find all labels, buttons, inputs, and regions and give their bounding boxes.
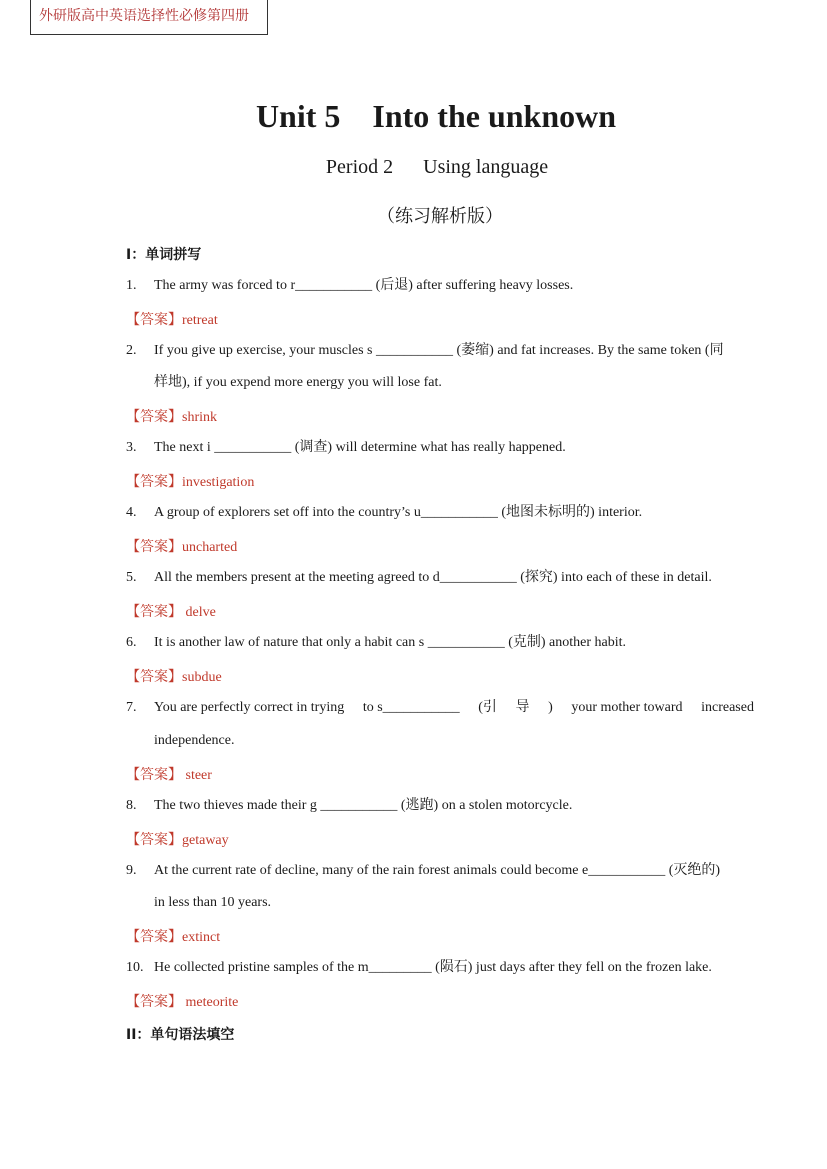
answer-6 <box>126 666 222 686</box>
answer-value: getaway <box>182 833 229 848</box>
question-number: 10. <box>126 960 144 975</box>
answer-label: 【答案】 <box>126 994 182 1010</box>
answer-7 <box>126 764 212 784</box>
answer-label: 【答案】 <box>126 312 182 328</box>
question-text: At the current rate of decline, many of the rain forest animals could become e___________ (灭绝的) <box>154 863 721 878</box>
question-2-continuation: 样地), if you expend more energy you will lose fat. <box>154 375 442 390</box>
answer-8 <box>126 829 229 849</box>
section-heading-spelling: I：单词拼写 <box>126 247 202 263</box>
question-text-part: You are perfectly correct in trying <box>154 700 345 715</box>
question-text: If you give up exercise, your muscles s ___________ (萎缩) and fat increases. By the same token (同 <box>154 343 724 358</box>
question-text: The next i ___________ (调查) will determine what has really happened. <box>154 440 566 455</box>
question-number: 1. <box>126 278 137 293</box>
question-text: The two thieves made their g ___________ (逃跑) on a stolen motorcycle. <box>154 798 573 813</box>
answer-value: subdue <box>182 670 222 685</box>
answer-label: 【答案】 <box>126 669 182 685</box>
answer-2 <box>126 406 217 426</box>
answer-value: meteorite <box>182 995 239 1010</box>
question-text-part: increased <box>701 700 754 715</box>
question-number: 2. <box>126 343 137 358</box>
answer-3 <box>126 471 254 491</box>
answer-1 <box>126 309 218 329</box>
question-text: He collected pristine samples of the m_________ (陨石) just days after they fell on the frozen lake. <box>154 960 712 975</box>
page-title: Unit 5 Into the unknown <box>255 98 617 134</box>
question-text <box>154 698 754 718</box>
question-number: 5. <box>126 570 137 585</box>
question-text: All the members present at the meeting agreed to d___________ (探究) into each of these in detail. <box>154 570 712 585</box>
question-text-part: (引 <box>478 700 497 715</box>
answer-value: extinct <box>182 930 221 945</box>
question-7-continuation: independence. <box>154 733 235 748</box>
answer-label: 【答案】 <box>126 604 182 620</box>
answer-value: delve <box>182 605 216 620</box>
answer-value: steer <box>182 768 212 783</box>
answer-label: 【答案】 <box>126 409 182 425</box>
answer-value: uncharted <box>182 540 238 555</box>
page-subtitle: Period 2 Using language <box>325 156 549 178</box>
answer-value: retreat <box>182 313 218 328</box>
question-text-part: 导 <box>515 700 530 715</box>
question-9-continuation: in less than 10 years. <box>154 895 272 910</box>
question-text-part: your mother toward <box>571 700 683 715</box>
answer-5 <box>126 601 216 621</box>
edition-note: （练习解析版） <box>377 206 503 227</box>
answer-label: 【答案】 <box>126 539 182 555</box>
question-text: The army was forced to r___________ (后退) after suffering heavy losses. <box>154 278 574 293</box>
question-number: 3. <box>126 440 137 455</box>
answer-label: 【答案】 <box>126 832 182 848</box>
question-number: 7. <box>126 700 137 715</box>
answer-4 <box>126 536 237 556</box>
textbook-badge: 外研版高中英语选择性必修第四册 <box>30 0 268 35</box>
question-text: It is another law of nature that only a habit can s ___________ (克制) another habit. <box>154 635 626 650</box>
question-number: 6. <box>126 635 137 650</box>
answer-10 <box>126 991 238 1011</box>
answer-value: shrink <box>182 410 217 425</box>
question-text-part: to s___________ <box>362 700 460 715</box>
answer-label: 【答案】 <box>126 474 182 490</box>
answer-value: investigation <box>182 475 255 490</box>
question-number: 9. <box>126 863 137 878</box>
question-text: A group of explorers set off into the country’s u___________ (地图未标明的) interior. <box>154 505 643 520</box>
answer-label: 【答案】 <box>126 767 182 783</box>
answer-9 <box>126 926 220 946</box>
question-text-part: ) <box>548 700 553 715</box>
question-number: 4. <box>126 505 137 520</box>
section-heading-grammar: II：单句语法填空 <box>126 1027 235 1043</box>
question-number: 8. <box>126 798 137 813</box>
answer-label: 【答案】 <box>126 929 182 945</box>
